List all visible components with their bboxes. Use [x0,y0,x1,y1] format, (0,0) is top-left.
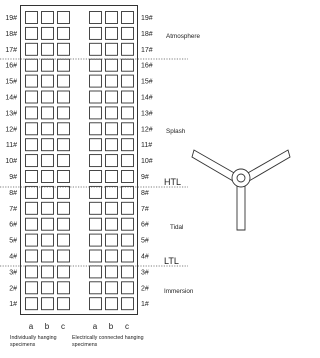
rack-hub-axle [237,174,245,182]
caption-individual: specimens [10,342,36,348]
specimen-box-individual [58,202,70,214]
row-label-left: 5# [9,237,17,245]
specimen-box-individual [42,139,54,151]
specimen-box-connected [122,155,134,167]
specimen-box-individual [26,186,38,198]
row-label-right: 12# [141,126,153,134]
row-label-left: 2# [9,285,17,293]
specimen-box-individual [26,250,38,262]
specimen-box-connected [90,107,102,119]
specimen-box-individual [26,266,38,278]
specimen-box-connected [122,59,134,71]
specimen-box-individual [58,91,70,103]
row-label-right: 7# [141,205,149,213]
specimen-box-connected [90,123,102,135]
specimen-box-individual [42,266,54,278]
specimen-box-individual [42,250,54,262]
specimen-box-connected [106,266,118,278]
row-label-left: 3# [9,269,17,277]
specimen-box-connected [106,75,118,87]
specimen-box-connected [106,218,118,230]
specimen-box-individual [42,298,54,310]
specimen-box-individual [42,123,54,135]
specimen-box-individual [42,186,54,198]
specimen-box-connected [122,107,134,119]
specimen-box-connected [122,218,134,230]
specimen-box-individual [26,75,38,87]
column-label-right: a [92,322,98,331]
row-label-right: 19# [141,15,153,22]
specimen-box-individual [58,27,70,39]
specimen-box-connected [122,123,134,135]
specimen-box-individual [58,186,70,198]
specimen-box-individual [26,59,38,71]
specimen-box-connected [90,75,102,87]
row-label-left: 16# [5,62,17,70]
row-label-right: 13# [141,110,153,118]
specimen-box-individual [26,139,38,151]
specimen-box-connected [106,171,118,183]
column-label-left: c [61,322,65,331]
specimen-box-connected [122,250,134,262]
row-label-left: 1# [9,301,17,309]
row-label-left: 9# [9,174,17,181]
specimen-box-connected [106,155,118,167]
specimen-box-individual [42,171,54,183]
specimen-box-connected [106,250,118,262]
rack-arm [192,150,236,181]
specimen-box-individual [42,27,54,39]
specimen-box-individual [58,218,70,230]
specimen-box-connected [122,186,134,198]
row-label-left: 6# [9,221,17,229]
row-label-right: 17# [141,46,153,54]
specimen-box-individual [26,171,38,183]
specimen-box-individual [42,59,54,71]
specimen-box-individual [26,234,38,246]
specimen-box-connected [90,12,102,24]
specimen-box-individual [26,27,38,39]
specimen-box-connected [122,12,134,24]
specimen-box-connected [90,202,102,214]
specimen-box-individual [58,43,70,55]
specimen-box-connected [106,202,118,214]
row-label-right: 4# [141,253,149,261]
row-label-right: 3# [141,269,149,277]
specimen-box-connected [106,43,118,55]
row-label-left: 8# [9,189,17,197]
specimen-box-individual [58,234,70,246]
row-label-left: 10# [5,158,17,166]
zone-label-immersion: Immersion [164,288,194,295]
specimen-box-connected [90,218,102,230]
zone-label-htl: HTL [164,177,182,187]
row-label-right: 18# [141,30,153,38]
specimen-box-individual [42,43,54,55]
specimen-box-individual [58,59,70,71]
specimen-box-connected [122,91,134,103]
specimen-box-individual [58,171,70,183]
zone-label-tidal: Tidal [170,224,184,231]
row-label-right: 15# [141,78,153,86]
specimen-box-connected [90,171,102,183]
specimen-box-connected [122,234,134,246]
specimen-box-connected [122,43,134,55]
specimen-box-individual [42,75,54,87]
specimen-box-connected [122,75,134,87]
row-label-right: 8# [141,189,149,197]
specimen-box-connected [90,91,102,103]
row-label-right: 9# [141,174,149,181]
specimen-box-individual [42,202,54,214]
specimen-box-individual [26,298,38,310]
specimen-box-individual [42,155,54,167]
specimen-box-connected [90,59,102,71]
specimen-box-connected [106,107,118,119]
specimen-box-connected [122,27,134,39]
specimen-box-connected [122,266,134,278]
specimen-box-connected [106,59,118,71]
specimen-box-connected [122,298,134,310]
rack-arm [237,186,245,230]
column-label-right: b [108,322,114,331]
specimen-box-individual [58,298,70,310]
specimen-box-connected [90,234,102,246]
specimen-box-individual [26,43,38,55]
specimen-box-individual [58,282,70,294]
specimen-box-individual [58,139,70,151]
row-label-left: 11# [5,142,17,150]
specimen-box-individual [42,218,54,230]
column-label-right: c [125,322,129,331]
specimen-box-individual [42,107,54,119]
row-label-right: 16# [141,62,153,70]
specimen-box-individual [42,12,54,24]
row-label-left: 14# [5,94,17,102]
specimen-box-individual [26,218,38,230]
specimen-box-connected [90,250,102,262]
specimen-box-connected [106,123,118,135]
rack-frame [21,6,138,315]
row-label-left: 7# [9,205,17,213]
row-label-right: 11# [141,142,153,150]
specimen-box-individual [26,12,38,24]
specimen-box-individual [58,266,70,278]
specimen-box-individual [26,155,38,167]
row-label-left: 17# [5,46,17,54]
zone-label-atmosphere: Atmosphere [166,33,200,40]
specimen-box-individual [58,123,70,135]
row-label-right: 2# [141,285,149,293]
specimen-box-connected [122,282,134,294]
row-label-left: 18# [5,30,17,38]
specimen-box-individual [26,123,38,135]
row-label-right: 5# [141,237,149,245]
specimen-box-individual [26,107,38,119]
specimen-box-connected [90,298,102,310]
specimen-box-connected [106,91,118,103]
specimen-box-connected [90,186,102,198]
specimen-box-connected [90,43,102,55]
specimen-box-connected [106,298,118,310]
specimen-box-individual [58,155,70,167]
specimen-box-connected [90,139,102,151]
specimen-box-connected [106,234,118,246]
specimen-box-connected [106,12,118,24]
specimen-box-individual [26,202,38,214]
caption-connected: Electrically connected hanging [72,335,144,341]
specimen-box-connected [122,171,134,183]
column-label-left: b [44,322,50,331]
specimen-box-connected [122,139,134,151]
specimen-box-individual [58,250,70,262]
row-label-right: 14# [141,94,153,102]
specimen-box-connected [90,266,102,278]
row-label-left: 19# [5,15,17,22]
rack-arm [246,150,290,181]
zone-label-splash: Splash [166,128,186,135]
specimen-box-connected [106,139,118,151]
row-label-left: 13# [5,110,17,118]
zone-label-ltl: LTL [164,256,179,266]
row-label-right: 1# [141,301,149,309]
specimen-box-connected [90,282,102,294]
specimen-box-individual [42,234,54,246]
specimen-box-individual [58,75,70,87]
specimen-box-individual [42,91,54,103]
caption-connected: specimens [72,342,98,348]
specimen-box-individual [26,91,38,103]
specimen-box-connected [90,27,102,39]
specimen-box-connected [106,27,118,39]
specimen-box-individual [26,282,38,294]
specimen-box-individual [42,282,54,294]
row-label-right: 10# [141,158,153,166]
specimen-box-connected [122,202,134,214]
column-label-left: a [28,322,34,331]
caption-individual: Individually hanging [10,335,57,341]
specimen-box-individual [58,12,70,24]
specimen-box-individual [58,107,70,119]
row-label-left: 15# [5,78,17,86]
specimen-box-connected [106,186,118,198]
row-label-left: 12# [5,126,17,134]
specimen-box-connected [106,282,118,294]
specimen-box-connected [90,155,102,167]
row-label-right: 6# [141,221,149,229]
row-label-left: 4# [9,253,17,261]
